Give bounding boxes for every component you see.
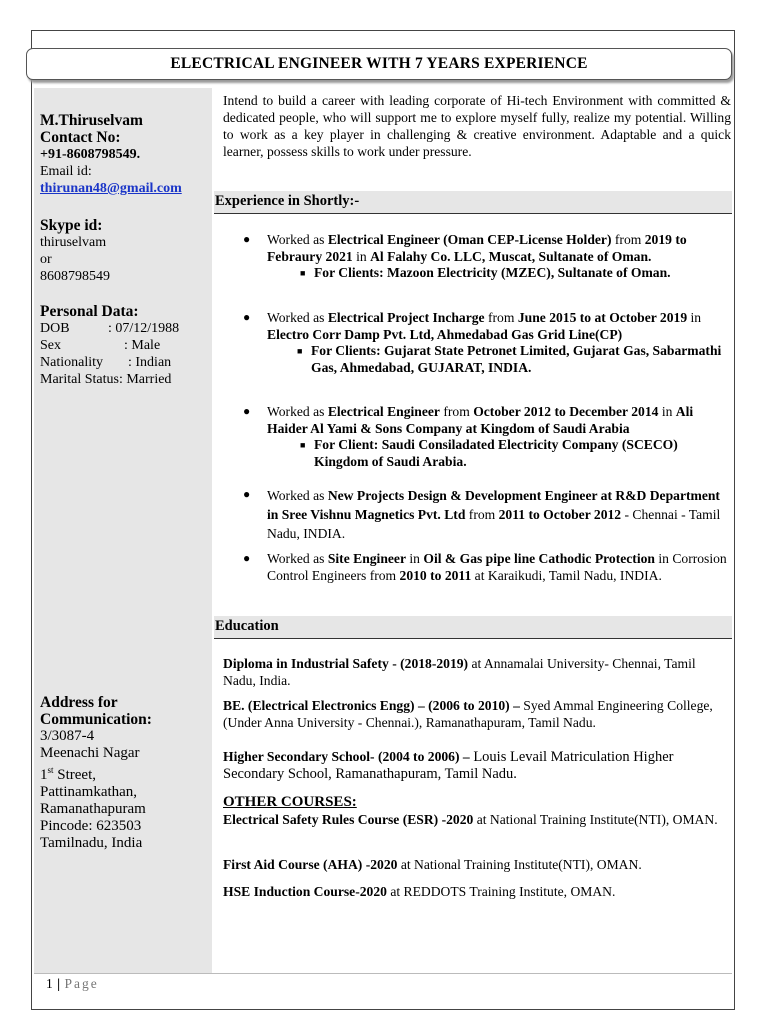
education-item: BE. (Electrical Electronics Engg) – (2006 to 2010) – Syed Ammal Engineering College, (Under Anna University - Chennai.), Ramanathapuram, Tamil Nadu. <box>223 698 713 730</box>
sidebar <box>34 88 212 974</box>
resume-title: ELECTRICAL ENGINEER WITH 7 YEARS EXPERIENCE <box>170 55 588 72</box>
skype-name: thiruselvam <box>40 235 107 250</box>
job-item: ● Worked as Electrical Engineer (Oman CEP-License Holder) from 2019 to Febraury 2021 in Al Falahy Co. LLC, Muscat, Sultanate of Oman. ■ For Clients: Mazoon Electricity (MZEC), Sultanate of Oman. <box>267 232 729 282</box>
objective-text: Intend to build a career with leading corporate of Hi-tech Environment with committed & dedicated people, who will support me to explore myself fully, realize my potential. Willing to work as a key player in challenging & creative environment. Adaptable and a quick learner, possess skills to work under pressure. <box>223 93 731 159</box>
address-line: Ramanathapuram <box>40 801 146 817</box>
address-line: 3/3087-4 <box>40 728 95 744</box>
personal-row-sex <box>40 337 212 354</box>
education-item: Diploma in Industrial Safety - (2018-2019) at Annamalai University- Chennai, Tamil Nadu, India. <box>223 656 696 688</box>
personal-key: DOB <box>40 321 70 336</box>
personal-key: Nationality <box>40 355 103 370</box>
page-word: Page <box>64 976 99 991</box>
address-line-street: 1st Street, <box>40 765 97 783</box>
experience-heading: Experience in Shortly:- <box>214 191 732 214</box>
personal-row-dob <box>40 320 212 337</box>
personal-row-marital <box>40 371 212 388</box>
personal-value: : Married <box>118 372 172 387</box>
job-client: ■ For Clients: Gujarat State Petronet Limited, Gujarat Gas, Sabarmathi Gas, Ahmedabad, GUJARAT, INDIA. <box>297 343 722 375</box>
address-label-2: Communication: <box>40 711 152 728</box>
education-item: Higher Secondary School- (2004 to 2006) – Louis Levail Matriculation Higher Secondary School, Ramanathapuram, Tamil Nadu. <box>223 749 674 782</box>
contact-label: Contact No: <box>40 129 121 146</box>
address-line: Pincode: 623503 <box>40 818 142 834</box>
contact-block <box>40 112 212 197</box>
job-item: ● Worked as Site Engineer in Oil & Gas pipe line Cathodic Protection in Corrosion Control Engineers from 2010 to 2011 at Karaikudi, Tamil Nadu, INDIA. <box>243 551 727 583</box>
job-client: ■ For Client: Saudi Consiladated Electricity Company (SCECO) Kingdom of Saudi Arabia. <box>300 437 678 469</box>
personal-key: Sex <box>40 338 61 353</box>
job-item: ● Worked as Electrical Engineer from October 2012 to December 2014 in Ali Haider Al Yami & Sons Company at Kingdom of Saudi Arabia ■ For Client: Saudi Consiladated Electricity Company (SCECO) Kingdom of Saudi Arabia. <box>267 404 729 470</box>
address-line: Tamilnadu, India <box>40 835 143 851</box>
personal-row-nationality <box>40 354 212 371</box>
email-link[interactable]: thirunan48@gmail.com <box>40 181 182 196</box>
course-item: First Aid Course (AHA) -2020 at National Training Institute(NTI), OMAN. <box>223 857 642 872</box>
personal-data-label: Personal Data: <box>40 303 139 320</box>
resume-title-box <box>26 48 732 80</box>
job-item: ● Worked as New Projects Design & Development Engineer at R&D Department in Sree Vishnu Magnetics Pvt. Ltd from 2011 to October 2012 - Chennai - Tamil Nadu, INDIA. <box>243 487 721 541</box>
page-number: 1 <box>46 976 54 991</box>
phone-number: +91-8608798549. <box>40 147 141 162</box>
personal-value: : Male <box>124 338 161 353</box>
main-content <box>214 88 732 974</box>
personal-value: : 07/12/1988 <box>108 321 180 336</box>
address-label: Address for <box>40 694 118 711</box>
education-heading: Education <box>214 616 732 639</box>
footer-divider <box>34 973 732 974</box>
personal-key: Marital Status <box>40 372 119 387</box>
address-block <box>40 694 212 852</box>
job-client: ■ For Clients: Mazoon Electricity (MZEC), Sultanate of Oman. <box>300 265 671 280</box>
skype-number: 8608798549 <box>40 269 110 284</box>
address-line: Pattinamkathan, <box>40 784 138 800</box>
personal-data-block <box>40 303 212 388</box>
skype-label: Skype id: <box>40 217 103 234</box>
page-footer: 1 | Page <box>46 976 99 991</box>
other-courses-heading: OTHER COURSES: <box>223 794 357 810</box>
course-item: Electrical Safety Rules Course (ESR) -2020 at National Training Institute(NTI), OMAN. <box>223 812 718 827</box>
personal-value: : Indian <box>128 355 172 370</box>
candidate-name: M.Thiruselvam <box>40 112 143 129</box>
job-item: ● Worked as Electrical Project Incharge from June 2015 to at October 2019 in Electro Corr Damp Pvt. Ltd, Ahmedabad Gas Grid Line(CP) ■ For Clients: Gujarat State Petronet Limited, Gujarat Gas, Sabarmathi Gas, Ahmedabad, GUJARAT, INDIA. <box>267 310 729 376</box>
course-item: HSE Induction Course-2020 at REDDOTS Training Institute, OMAN. <box>223 884 616 899</box>
address-line: Meenachi Nagar <box>40 745 140 761</box>
skype-block <box>40 217 212 285</box>
email-label: Email id: <box>40 164 92 179</box>
skype-or: or <box>40 252 52 267</box>
